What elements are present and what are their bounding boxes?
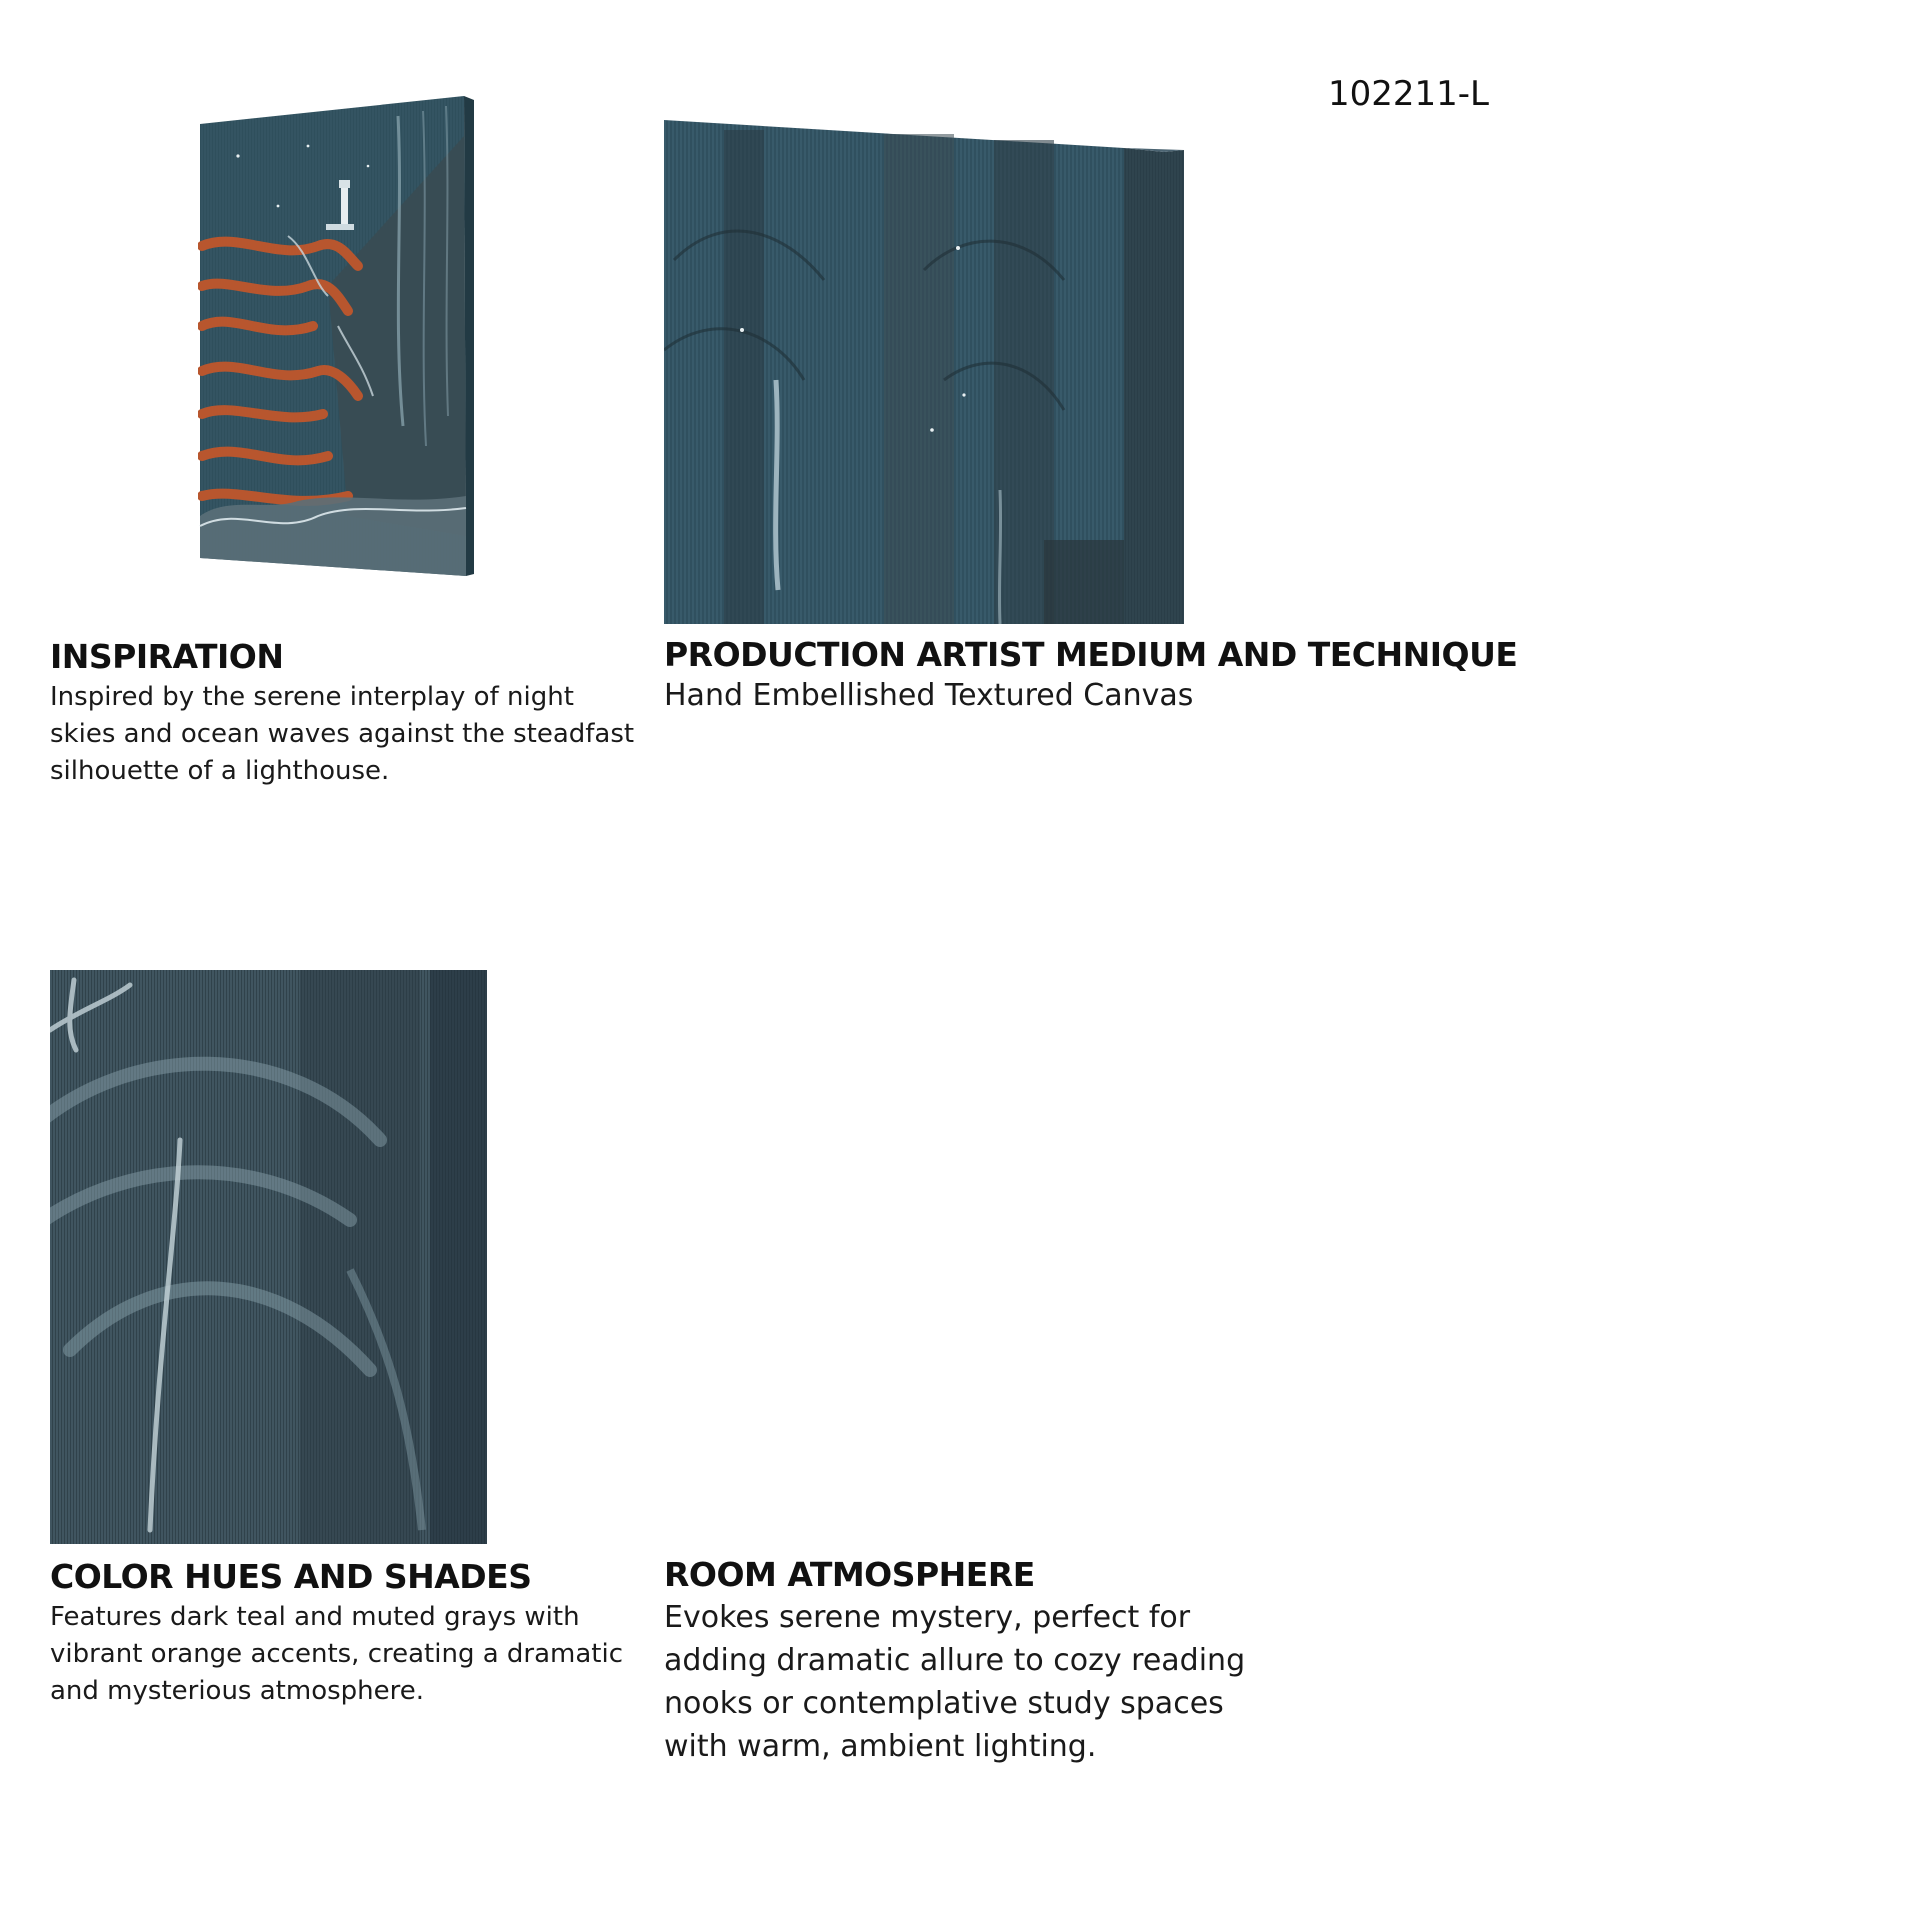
inspiration-title: INSPIRATION xyxy=(50,637,284,676)
color-hues-section xyxy=(50,1558,640,1710)
color-hues-body: Features dark teal and muted grays with vibrant orange accents, creating a dramatic and mysterious atmosphere. xyxy=(50,1601,624,1706)
canvas-texture-closeup-image xyxy=(50,970,487,1544)
production-body: Hand Embellished Textured Canvas xyxy=(664,677,1194,713)
canvas-angled-image xyxy=(198,96,474,576)
room-atmosphere-title: ROOM ATMOSPHERE xyxy=(664,1555,1035,1594)
color-hues-title: COLOR HUES AND SHADES xyxy=(50,1557,532,1596)
canvas-edge-closeup-image xyxy=(664,120,1184,624)
room-atmosphere-section xyxy=(664,1556,1264,1768)
inspiration-section xyxy=(50,638,640,790)
inspiration-body: Inspired by the serene interplay of night skies and ocean waves against the steadfast silhouette of a lighthouse. xyxy=(50,681,635,786)
product-sku: 102211-L xyxy=(1328,74,1490,114)
room-atmosphere-body: Evokes serene mystery, perfect for adding dramatic allure to cozy reading nooks or contemplative study spaces with warm, ambient lighting. xyxy=(664,1599,1246,1764)
production-title: PRODUCTION ARTIST MEDIUM AND TECHNIQUE xyxy=(664,635,1518,674)
production-section xyxy=(664,636,1564,716)
